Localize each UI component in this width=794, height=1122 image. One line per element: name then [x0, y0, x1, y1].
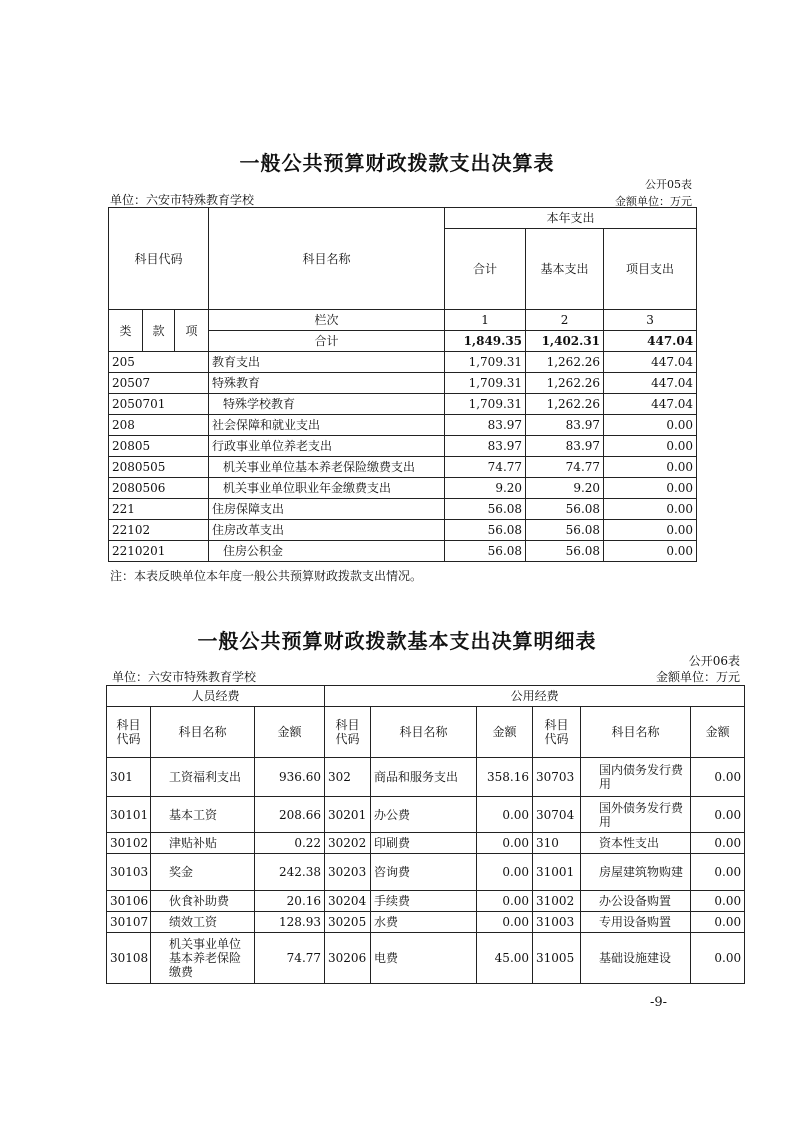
header-project: 项目支出 [604, 229, 697, 310]
row-amount-public-2: 0.00 [691, 854, 745, 891]
row-name-public-1: 印刷费 [371, 833, 477, 854]
row-project: 447.04 [604, 394, 697, 415]
row-name: 机关事业单位职业年金缴费支出 [209, 478, 445, 499]
row-name-public-2: 基础设施建设 [581, 933, 691, 984]
row-amount-personnel: 128.93 [255, 912, 325, 933]
table2-code: 公开06表 [688, 654, 740, 668]
row-name-public-1: 手续费 [371, 891, 477, 912]
row-code-personnel: 30101 [107, 797, 151, 833]
row-total: 1,709.31 [445, 394, 526, 415]
row-code-personnel: 301 [107, 758, 151, 797]
row-code-public-2: 31001 [533, 854, 581, 891]
row-total: 83.97 [445, 415, 526, 436]
table2-title: 一般公共预算财政拨款基本支出决算明细表 [197, 629, 597, 653]
row-basic: 83.97 [526, 415, 604, 436]
row-amount-personnel: 74.77 [255, 933, 325, 984]
row-code: 20507 [109, 373, 209, 394]
table1-body [109, 352, 697, 562]
row-project: 0.00 [604, 478, 697, 499]
row-name-public-2: 房屋建筑物购建 [581, 854, 691, 891]
header-col2: 2 [526, 310, 604, 331]
header-code-1: 科目代码 [107, 707, 151, 758]
row-name: 特殊学校教育 [209, 394, 445, 415]
row-amount-public-1: 0.00 [477, 833, 533, 854]
table-row [109, 541, 697, 562]
header-amount-3: 金额 [691, 707, 745, 758]
table-row [109, 415, 697, 436]
row-total: 56.08 [445, 520, 526, 541]
row-basic: 56.08 [526, 520, 604, 541]
table1-unit: 单位：六安市特殊教育学校 [110, 193, 255, 207]
row-code-public-1: 30203 [325, 854, 371, 891]
row-total: 9.20 [445, 478, 526, 499]
header-code-2: 科目代码 [325, 707, 371, 758]
row-name: 社会保障和就业支出 [209, 415, 445, 436]
table2-money-unit: 金额单位：万元 [655, 670, 740, 684]
row-name-personnel: 机关事业单位基本养老保险缴费 [151, 933, 255, 984]
table-row [107, 854, 745, 891]
header-personnel: 人员经费 [107, 686, 325, 707]
row-name: 住房改革支出 [209, 520, 445, 541]
table-row [109, 394, 697, 415]
row-amount-personnel: 20.16 [255, 891, 325, 912]
row-amount-public-2: 0.00 [691, 912, 745, 933]
header-subject-code: 科目代码 [109, 208, 209, 310]
header-col3: 3 [604, 310, 697, 331]
row-code-personnel: 30106 [107, 891, 151, 912]
row-code-public-2: 31005 [533, 933, 581, 984]
row-name-personnel: 伙食补助费 [151, 891, 255, 912]
header-lei: 类 [109, 310, 143, 352]
sum-basic: 1,402.31 [526, 331, 604, 352]
header-amount-1: 金额 [255, 707, 325, 758]
row-code-public-1: 30204 [325, 891, 371, 912]
row-amount-personnel: 936.60 [255, 758, 325, 797]
row-code: 208 [109, 415, 209, 436]
row-basic: 74.77 [526, 457, 604, 478]
header-subject-name: 科目名称 [209, 208, 445, 310]
table-row [107, 912, 745, 933]
sum-label: 合计 [209, 331, 445, 352]
table-row [109, 478, 697, 499]
header-name-1: 科目名称 [151, 707, 255, 758]
row-code-public-1: 302 [325, 758, 371, 797]
header-name-3: 科目名称 [581, 707, 691, 758]
row-basic: 56.08 [526, 499, 604, 520]
table1-title: 一般公共预算财政拨款支出决算表 [239, 151, 555, 175]
table-row [107, 797, 745, 833]
row-name-public-2: 专用设备购置 [581, 912, 691, 933]
row-project: 0.00 [604, 457, 697, 478]
row-total: 56.08 [445, 541, 526, 562]
header-amount-2: 金额 [477, 707, 533, 758]
row-code-personnel: 30102 [107, 833, 151, 854]
row-basic: 56.08 [526, 541, 604, 562]
row-project: 0.00 [604, 520, 697, 541]
table1-note: 注：本表反映单位本年度一般公共预算财政拨款支出情况。 [110, 569, 423, 583]
table-row [107, 758, 745, 797]
row-name-personnel: 工资福利支出 [151, 758, 255, 797]
row-amount-personnel: 0.22 [255, 833, 325, 854]
row-project: 0.00 [604, 541, 697, 562]
table-row [107, 891, 745, 912]
row-name: 行政事业单位养老支出 [209, 436, 445, 457]
row-name: 机关事业单位基本养老保险缴费支出 [209, 457, 445, 478]
table-row [107, 833, 745, 854]
row-name-public-1: 电费 [371, 933, 477, 984]
row-project: 0.00 [604, 499, 697, 520]
row-amount-public-1: 0.00 [477, 912, 533, 933]
table2-unit: 单位：六安市特殊教育学校 [112, 670, 257, 684]
row-amount-public-2: 0.00 [691, 758, 745, 797]
row-code-public-2: 30703 [533, 758, 581, 797]
header-kuan: 款 [143, 310, 175, 352]
row-code: 2080505 [109, 457, 209, 478]
row-amount-public-2: 0.00 [691, 833, 745, 854]
row-code: 2080506 [109, 478, 209, 499]
row-code-public-2: 310 [533, 833, 581, 854]
header-lanci: 栏次 [209, 310, 445, 331]
row-code-personnel: 30103 [107, 854, 151, 891]
row-amount-public-1: 0.00 [477, 797, 533, 833]
table-row [109, 520, 697, 541]
row-name-public-2: 国内债务发行费用 [581, 758, 691, 797]
row-code-public-2: 31002 [533, 891, 581, 912]
table-row [109, 457, 697, 478]
sum-project: 447.04 [604, 331, 697, 352]
page-number: -9- [650, 995, 668, 1010]
row-name-personnel: 奖金 [151, 854, 255, 891]
header-total: 合计 [445, 229, 526, 310]
row-code: 2210201 [109, 541, 209, 562]
header-current-year: 本年支出 [445, 208, 697, 229]
table1-code: 公开05表 [645, 178, 692, 191]
row-amount-public-2: 0.00 [691, 891, 745, 912]
row-project: 447.04 [604, 373, 697, 394]
row-basic: 1,262.26 [526, 373, 604, 394]
row-project: 0.00 [604, 415, 697, 436]
row-amount-public-1: 358.16 [477, 758, 533, 797]
row-amount-public-1: 0.00 [477, 854, 533, 891]
table1 [108, 207, 697, 562]
row-code-personnel: 30108 [107, 933, 151, 984]
row-name-public-2: 资本性支出 [581, 833, 691, 854]
table-row [107, 933, 745, 984]
row-project: 0.00 [604, 436, 697, 457]
row-code-public-1: 30202 [325, 833, 371, 854]
table-row [109, 373, 697, 394]
row-total: 83.97 [445, 436, 526, 457]
header-code-3: 科目代码 [533, 707, 581, 758]
row-code: 20805 [109, 436, 209, 457]
row-name: 住房公积金 [209, 541, 445, 562]
row-basic: 83.97 [526, 436, 604, 457]
row-basic: 9.20 [526, 478, 604, 499]
row-code-public-2: 30704 [533, 797, 581, 833]
row-code: 22102 [109, 520, 209, 541]
row-name-personnel: 绩效工资 [151, 912, 255, 933]
row-total: 74.77 [445, 457, 526, 478]
row-code: 2050701 [109, 394, 209, 415]
table2 [106, 685, 745, 984]
row-amount-personnel: 208.66 [255, 797, 325, 833]
row-name-public-1: 水费 [371, 912, 477, 933]
sum-total: 1,849.35 [445, 331, 526, 352]
table2-body [107, 758, 745, 984]
row-basic: 1,262.26 [526, 352, 604, 373]
row-amount-public-2: 0.00 [691, 797, 745, 833]
header-name-2: 科目名称 [371, 707, 477, 758]
row-code-public-1: 30205 [325, 912, 371, 933]
table-row [109, 499, 697, 520]
table1-money-unit: 金额单位：万元 [615, 195, 692, 208]
row-amount-personnel: 242.38 [255, 854, 325, 891]
row-name-public-2: 国外债务发行费用 [581, 797, 691, 833]
row-code: 205 [109, 352, 209, 373]
row-code-public-2: 31003 [533, 912, 581, 933]
row-amount-public-2: 0.00 [691, 933, 745, 984]
header-public: 公用经费 [325, 686, 745, 707]
row-code: 221 [109, 499, 209, 520]
table-row [109, 352, 697, 373]
row-total: 56.08 [445, 499, 526, 520]
row-name-public-1: 咨询费 [371, 854, 477, 891]
row-name: 特殊教育 [209, 373, 445, 394]
row-amount-public-1: 45.00 [477, 933, 533, 984]
row-code-personnel: 30107 [107, 912, 151, 933]
row-total: 1,709.31 [445, 352, 526, 373]
header-basic: 基本支出 [526, 229, 604, 310]
row-project: 447.04 [604, 352, 697, 373]
row-name-public-1: 办公费 [371, 797, 477, 833]
table-row [109, 436, 697, 457]
row-name-public-1: 商品和服务支出 [371, 758, 477, 797]
row-name-personnel: 基本工资 [151, 797, 255, 833]
row-code-public-1: 30201 [325, 797, 371, 833]
row-code-public-1: 30206 [325, 933, 371, 984]
row-name-personnel: 津贴补贴 [151, 833, 255, 854]
header-col1: 1 [445, 310, 526, 331]
row-amount-public-1: 0.00 [477, 891, 533, 912]
row-name: 教育支出 [209, 352, 445, 373]
row-name: 住房保障支出 [209, 499, 445, 520]
row-name-public-2: 办公设备购置 [581, 891, 691, 912]
row-total: 1,709.31 [445, 373, 526, 394]
header-xiang: 项 [175, 310, 209, 352]
row-basic: 1,262.26 [526, 394, 604, 415]
